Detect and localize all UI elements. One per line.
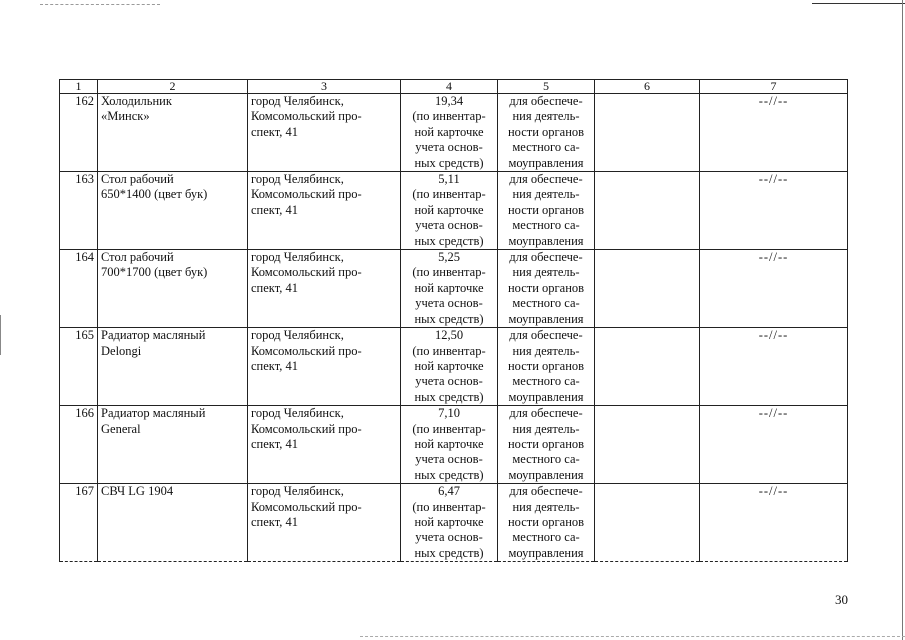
value-line: (по инвентар- <box>412 499 486 514</box>
item-name-line: СВЧ LG 1904 <box>101 484 174 499</box>
scan-artifact-top-left <box>40 4 160 5</box>
header-row <box>60 80 848 94</box>
row-number-cell: 162 <box>60 94 98 172</box>
value-line: 5,11 <box>438 172 460 187</box>
purpose-line: ности органов <box>507 280 585 295</box>
column-7-cell: --//-- <box>700 484 848 562</box>
purpose-line: для обеспече- <box>509 250 583 265</box>
header-col-6: 6 <box>595 80 700 94</box>
purpose-line: местного са- <box>512 530 580 545</box>
item-name-line: General <box>101 421 141 436</box>
column-7-cell: --//-- <box>700 250 848 328</box>
value-line: ной карточке <box>414 280 484 295</box>
table-row <box>60 484 848 562</box>
value-line: учета основ- <box>415 452 483 467</box>
value-line: 6,47 <box>438 484 460 499</box>
address-cell <box>248 250 401 328</box>
row-number-cell: 164 <box>60 250 98 328</box>
item-name-line: Стол рабочий <box>101 172 174 187</box>
value-line: 12,50 <box>434 328 464 343</box>
purpose-line: ности органов <box>507 202 585 217</box>
property-registry-table <box>59 79 848 562</box>
table-header <box>60 80 848 94</box>
address-line: Комсомольский про- <box>251 421 362 436</box>
purpose-line: ности органов <box>507 514 585 529</box>
purpose-line: ности органов <box>507 124 585 139</box>
value-cell <box>401 328 498 406</box>
table-row <box>60 94 848 172</box>
value-line: ной карточке <box>414 202 484 217</box>
value-line: ных средств) <box>414 467 484 482</box>
column-7-cell: --//-- <box>700 94 848 172</box>
purpose-line: моуправления <box>508 311 584 326</box>
address-cell <box>248 94 401 172</box>
value-line: ных средств) <box>414 311 484 326</box>
address-line: Комсомольский про- <box>251 109 362 124</box>
purpose-line: местного са- <box>512 296 580 311</box>
header-col-1: 1 <box>60 80 98 94</box>
address-cell <box>248 328 401 406</box>
value-line: 5,25 <box>438 250 460 265</box>
address-line: Комсомольский про- <box>251 265 362 280</box>
purpose-line: моуправления <box>508 545 584 560</box>
item-name-line: 700*1700 (цвет бук) <box>101 265 208 280</box>
purpose-line: ния деятель- <box>512 109 580 124</box>
address-line: город Челябинск, <box>251 250 344 265</box>
item-name-cell <box>98 172 248 250</box>
table-row <box>60 250 848 328</box>
address-line: спект, 41 <box>251 280 298 295</box>
item-name-cell <box>98 94 248 172</box>
column-6-cell <box>595 328 700 406</box>
item-name-line: Радиатор масляный <box>101 328 206 343</box>
purpose-line: ния деятель- <box>512 187 580 202</box>
purpose-line: для обеспече- <box>509 484 583 499</box>
value-line: 7,10 <box>438 406 460 421</box>
item-name-line: «Минск» <box>101 109 150 124</box>
value-line: (по инвентар- <box>412 343 486 358</box>
purpose-line: моуправления <box>508 467 584 482</box>
row-number-cell: 165 <box>60 328 98 406</box>
purpose-cell <box>498 484 595 562</box>
purpose-line: местного са- <box>512 140 580 155</box>
value-line: учета основ- <box>415 218 483 233</box>
column-6-cell <box>595 250 700 328</box>
address-line: город Челябинск, <box>251 172 344 187</box>
value-line: ной карточке <box>414 514 484 529</box>
item-name-cell <box>98 484 248 562</box>
value-line: (по инвентар- <box>412 109 486 124</box>
purpose-line: местного са- <box>512 218 580 233</box>
column-6-cell <box>595 94 700 172</box>
address-line: Комсомольский про- <box>251 499 362 514</box>
value-line: ных средств) <box>414 545 484 560</box>
row-number-cell: 166 <box>60 406 98 484</box>
address-line: город Челябинск, <box>251 484 344 499</box>
address-line: спект, 41 <box>251 124 298 139</box>
address-line: город Челябинск, <box>251 94 344 108</box>
value-line: учета основ- <box>415 374 483 389</box>
purpose-line: для обеспече- <box>509 94 583 108</box>
address-cell <box>248 484 401 562</box>
item-name-cell <box>98 328 248 406</box>
value-line: учета основ- <box>415 530 483 545</box>
scan-artifact-bottom <box>360 636 905 637</box>
address-line: Комсомольский про- <box>251 343 362 358</box>
item-name-line: Стол рабочий <box>101 250 174 265</box>
column-7-cell: --//-- <box>700 172 848 250</box>
header-col-7: 7 <box>700 80 848 94</box>
address-line: спект, 41 <box>251 202 298 217</box>
value-cell <box>401 94 498 172</box>
item-name-cell <box>98 250 248 328</box>
scan-artifact-top-right <box>812 3 905 4</box>
purpose-line: ния деятель- <box>512 421 580 436</box>
purpose-line: местного са- <box>512 374 580 389</box>
value-cell <box>401 250 498 328</box>
table-row <box>60 406 848 484</box>
purpose-line: для обеспече- <box>509 406 583 421</box>
purpose-line: моуправления <box>508 155 584 170</box>
column-6-cell <box>595 172 700 250</box>
address-cell <box>248 406 401 484</box>
column-7-cell: --//-- <box>700 328 848 406</box>
value-line: ных средств) <box>414 389 484 404</box>
purpose-line: ности органов <box>507 358 585 373</box>
purpose-line: местного са- <box>512 452 580 467</box>
value-line: учета основ- <box>415 140 483 155</box>
value-line: 19,34 <box>434 94 464 108</box>
column-6-cell <box>595 484 700 562</box>
value-cell <box>401 172 498 250</box>
purpose-line: моуправления <box>508 233 584 248</box>
purpose-cell <box>498 172 595 250</box>
page-number: 30 <box>835 592 848 607</box>
column-6-cell <box>595 406 700 484</box>
table-row <box>60 328 848 406</box>
purpose-cell <box>498 328 595 406</box>
purpose-line: для обеспече- <box>509 328 583 343</box>
item-name-line: Радиатор масляный <box>101 406 206 421</box>
table-row <box>60 172 848 250</box>
header-col-4: 4 <box>401 80 498 94</box>
header-col-5: 5 <box>498 80 595 94</box>
purpose-line: ния деятель- <box>512 265 580 280</box>
value-cell <box>401 484 498 562</box>
purpose-cell <box>498 406 595 484</box>
item-name-line: Delongi <box>101 343 142 358</box>
scan-artifact-left-mark <box>0 315 1 355</box>
column-7-cell: --//-- <box>700 406 848 484</box>
value-line: учета основ- <box>415 296 483 311</box>
address-line: Комсомольский про- <box>251 187 362 202</box>
purpose-line: ния деятель- <box>512 499 580 514</box>
purpose-cell <box>498 250 595 328</box>
address-line: город Челябинск, <box>251 406 344 421</box>
row-number-cell: 167 <box>60 484 98 562</box>
address-line: спект, 41 <box>251 358 298 373</box>
table-body <box>60 94 848 562</box>
header-col-3: 3 <box>248 80 401 94</box>
value-line: ных средств) <box>414 155 484 170</box>
purpose-line: моуправления <box>508 389 584 404</box>
row-number-cell: 163 <box>60 172 98 250</box>
scan-artifact-right-edge <box>902 0 903 640</box>
address-line: спект, 41 <box>251 514 298 529</box>
purpose-line: ности органов <box>507 436 585 451</box>
value-line: (по инвентар- <box>412 265 486 280</box>
address-cell <box>248 172 401 250</box>
item-name-line: Холодильник <box>101 94 172 108</box>
purpose-cell <box>498 94 595 172</box>
address-line: город Челябинск, <box>251 328 344 343</box>
value-line: (по инвентар- <box>412 187 486 202</box>
purpose-line: ния деятель- <box>512 343 580 358</box>
value-cell <box>401 406 498 484</box>
value-line: ной карточке <box>414 124 484 139</box>
purpose-line: для обеспече- <box>509 172 583 187</box>
address-line: спект, 41 <box>251 436 298 451</box>
item-name-line: 650*1400 (цвет бук) <box>101 187 208 202</box>
value-line: ных средств) <box>414 233 484 248</box>
value-line: (по инвентар- <box>412 421 486 436</box>
value-line: ной карточке <box>414 358 484 373</box>
header-col-2: 2 <box>98 80 248 94</box>
value-line: ной карточке <box>414 436 484 451</box>
item-name-cell <box>98 406 248 484</box>
